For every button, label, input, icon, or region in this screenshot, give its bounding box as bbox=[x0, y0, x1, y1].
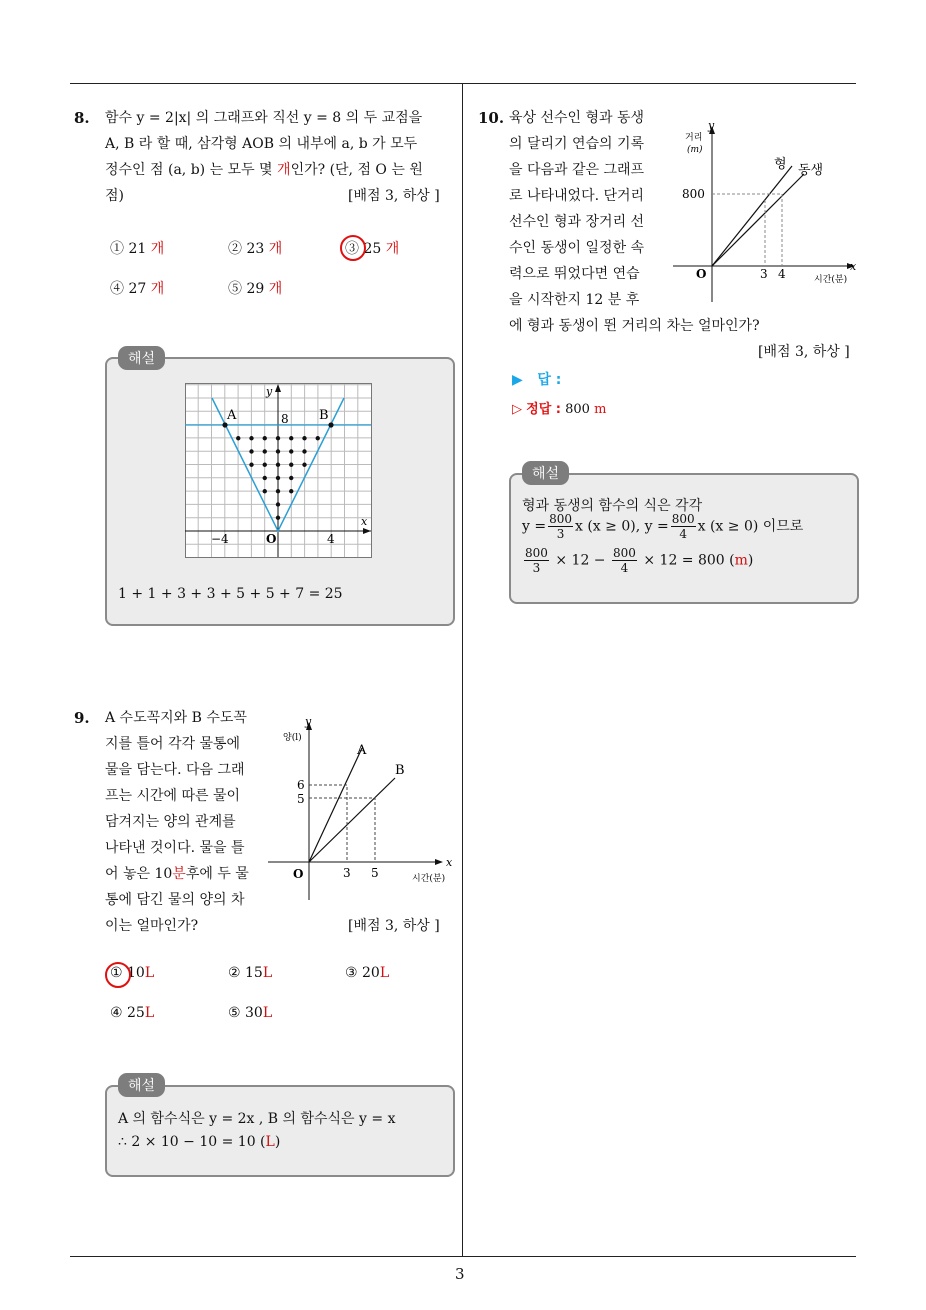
q8-label-b: B bbox=[319, 408, 329, 423]
q8-line-2: A, B 라 할 때, 삼각형 AOB 의 내부에 a, b 가 모두 bbox=[105, 136, 418, 152]
q10-points: [배점 3, 하상 ] bbox=[758, 344, 850, 360]
q8-lattice-point bbox=[302, 463, 306, 467]
q8-lattice-point bbox=[236, 436, 240, 440]
q10-label-distance: 거리 bbox=[685, 133, 703, 143]
q8-lattice-point bbox=[289, 436, 293, 440]
q10-line-2: 의 달리기 연습의 기록 bbox=[509, 136, 645, 152]
q8-graph bbox=[185, 383, 373, 559]
q10-label-hyung: 형 bbox=[774, 157, 787, 172]
top-rule bbox=[70, 83, 856, 84]
q9-line-2: 지를 틀어 각각 물통에 bbox=[105, 736, 241, 752]
q8-label-4: 4 bbox=[327, 532, 335, 546]
q8-lattice-point bbox=[249, 449, 253, 453]
q10-graph bbox=[670, 112, 860, 306]
q9-line-9: 이는 얼마인가? bbox=[105, 918, 199, 934]
q9-line-8: 통에 담긴 물의 양의 차 bbox=[105, 892, 245, 908]
q8-label-x: x bbox=[361, 515, 368, 528]
q9-line-5: 담겨지는 양의 관계를 bbox=[105, 814, 236, 830]
q8-label-8: 8 bbox=[281, 412, 289, 426]
q8-choice-2[interactable]: ② 23 개 bbox=[228, 241, 283, 257]
q8-lattice-point bbox=[263, 449, 267, 453]
q10-line-9: 에 형과 동생이 뛴 거리의 차는 얼마인가? bbox=[509, 318, 760, 334]
q8-label-y: y bbox=[266, 385, 273, 398]
q10-correct-value: 800 bbox=[565, 402, 590, 417]
q10-correct-label: 정답 : bbox=[526, 402, 561, 417]
q10-label-x4: 4 bbox=[778, 267, 786, 281]
q10-line-1: 육상 선수인 형과 동생 bbox=[509, 110, 645, 126]
q9-label-a: A bbox=[357, 743, 367, 758]
q9-choice-5[interactable]: ⑤ 30L bbox=[228, 1005, 273, 1021]
column-divider bbox=[462, 83, 463, 1257]
q10-label-x: x bbox=[850, 260, 857, 273]
q10-line-dongsaeng bbox=[712, 174, 804, 266]
q9-label-x3: 3 bbox=[343, 866, 351, 880]
q8-lattice-point bbox=[302, 449, 306, 453]
q8-choice-3[interactable]: ③ 25 개 bbox=[345, 241, 400, 257]
q9-explain-line-2: ∴ 2 × 10 − 10 = 10 (L) bbox=[118, 1134, 281, 1150]
q8-lattice-point bbox=[276, 516, 280, 520]
q8-lattice-point bbox=[289, 476, 293, 480]
q9-x-arrow-icon bbox=[435, 859, 443, 865]
q8-lattice-point bbox=[263, 463, 267, 467]
q8-lattice-point bbox=[276, 476, 280, 480]
q8-lattice-point bbox=[276, 449, 280, 453]
q9-explain-tag: 해설 bbox=[118, 1073, 165, 1097]
q9-line-4: 프는 시간에 따른 물이 bbox=[105, 788, 241, 804]
q8-lattice-point bbox=[263, 436, 267, 440]
q8-choice-4[interactable]: ④ 27 개 bbox=[110, 281, 165, 297]
q8-point-a bbox=[222, 422, 227, 427]
q9-label-b: B bbox=[395, 763, 405, 778]
q9-number: 9. bbox=[74, 709, 90, 727]
q10-label-y: y bbox=[708, 119, 715, 132]
q8-points: [배점 3, 하상 ] bbox=[348, 188, 440, 204]
q9-label-x5: 5 bbox=[371, 866, 379, 880]
q10-correct-unit: m bbox=[594, 402, 607, 417]
q8-choice-1[interactable]: ① 21 개 bbox=[110, 241, 165, 257]
q10-label-x3: 3 bbox=[760, 267, 768, 281]
q10-line-3: 을 다음과 같은 그래프 bbox=[509, 162, 645, 178]
play-icon: ▶ bbox=[512, 372, 523, 388]
q8-line-4: 점) bbox=[105, 188, 124, 204]
q8-label-a: A bbox=[227, 408, 237, 423]
q10-explain-line-2: y = $\frac{800}{3}$ x (x ≥ 0), y = $\frac{800}{4}$ x (x ≥ 0) 이므로 bbox=[522, 512, 804, 541]
q8-lattice-point bbox=[276, 489, 280, 493]
q10-label-800: 800 bbox=[682, 187, 705, 201]
q8-lattice-point bbox=[263, 476, 267, 480]
q10-explain-line-3: $\frac{800}{3}$ × 12 − $\frac{800}{4}$ × 12 = 800 (m) bbox=[525, 546, 754, 575]
q10-line-5: 선수인 형과 장거리 선 bbox=[509, 214, 645, 230]
q9-label-time: 시간(분) bbox=[412, 874, 446, 884]
q9-label-o: O bbox=[293, 867, 304, 881]
q8-lattice-point bbox=[249, 436, 253, 440]
q10-number: 10. bbox=[478, 109, 505, 127]
q8-lattice-point bbox=[289, 463, 293, 467]
q9-label-amount: 양(l) bbox=[283, 733, 302, 743]
q10-line-7: 력으로 뛰었다면 연습 bbox=[509, 266, 640, 282]
q10-explain-line-1: 형과 동생의 함수의 식은 각각 bbox=[522, 498, 703, 514]
outline-play-icon: ▷ bbox=[512, 402, 522, 417]
q10-explain-tag: 해설 bbox=[522, 461, 569, 485]
q10-correct-row bbox=[512, 398, 606, 417]
q8-line-3: 정수인 점 (a, b) 는 모두 몇 개인가? (단, 점 O 는 원 bbox=[105, 162, 423, 178]
page-number: 3 bbox=[455, 1265, 465, 1283]
q8-lattice-point bbox=[302, 436, 306, 440]
q8-lattice-point bbox=[289, 449, 293, 453]
q8-lattice-point bbox=[276, 463, 280, 467]
q9-points: [배점 3, 하상 ] bbox=[348, 918, 440, 934]
q8-selected-mark bbox=[340, 235, 366, 261]
q9-graph bbox=[265, 712, 460, 902]
q9-choice-1[interactable]: ① 10L bbox=[110, 965, 155, 981]
q8-label-o: O bbox=[266, 532, 277, 546]
q8-number: 8. bbox=[74, 109, 90, 127]
q9-selected-mark bbox=[105, 962, 131, 988]
q9-label-x: x bbox=[446, 856, 453, 869]
q8-line-1: 함수 y = 2|x| 의 그래프와 직선 y = 8 의 두 교점을 bbox=[105, 110, 423, 126]
q10-answer-row bbox=[512, 369, 561, 389]
q10-answer-label: 답 : bbox=[537, 372, 562, 388]
q9-label-5: 5 bbox=[297, 792, 305, 806]
q10-line-8: 을 시작한지 12 분 후 bbox=[509, 292, 640, 308]
q8-lattice-point bbox=[263, 489, 267, 493]
q9-line-a bbox=[309, 748, 362, 862]
q9-explain-box bbox=[105, 1085, 455, 1177]
q10-label-o: O bbox=[696, 267, 707, 281]
q9-explain-line-1: A 의 함수식은 y = 2x , B 의 함수식은 y = x bbox=[118, 1111, 396, 1127]
q9-label-y: y bbox=[305, 715, 312, 728]
q8-point-b bbox=[328, 422, 333, 427]
q8-lattice-point bbox=[276, 436, 280, 440]
q9-choice-4[interactable]: ④ 25L bbox=[110, 1005, 155, 1021]
q10-label-dongsaeng: 동생 bbox=[798, 163, 824, 178]
q8-explain-text: 1 + 1 + 3 + 3 + 5 + 5 + 7 = 25 bbox=[118, 586, 343, 602]
q8-lattice-point bbox=[289, 489, 293, 493]
q10-line-4: 로 나타내었다. 단거리 bbox=[509, 188, 645, 204]
q8-label-neg4: −4 bbox=[211, 532, 229, 546]
q9-line-b bbox=[309, 778, 395, 862]
q10-label-time: 시간(분) bbox=[814, 275, 848, 285]
q9-line-7: 어 놓은 10분후에 두 물 bbox=[105, 866, 249, 882]
q10-line-6: 수인 동생이 일정한 속 bbox=[509, 240, 645, 256]
q8-lattice-point bbox=[316, 436, 320, 440]
bottom-rule bbox=[70, 1256, 856, 1257]
q9-line-3: 물을 담는다. 다음 그래 bbox=[105, 762, 245, 778]
q8-lattice-point bbox=[249, 463, 253, 467]
q9-choice-3[interactable]: ③ 20L bbox=[345, 965, 390, 981]
q9-label-6: 6 bbox=[297, 778, 305, 792]
q9-line-6: 나타낸 것이다. 물을 틀 bbox=[105, 840, 245, 856]
q8-choice-5[interactable]: ⑤ 29 개 bbox=[228, 281, 283, 297]
q9-choice-2[interactable]: ② 15L bbox=[228, 965, 273, 981]
q8-explain-tag: 해설 bbox=[118, 346, 165, 370]
q10-label-unit: (m) bbox=[687, 145, 703, 155]
q9-line-1: A 수도꼭지와 B 수도꼭 bbox=[105, 710, 247, 726]
q10-line-hyung bbox=[712, 166, 792, 266]
q8-lattice-point bbox=[276, 502, 280, 506]
